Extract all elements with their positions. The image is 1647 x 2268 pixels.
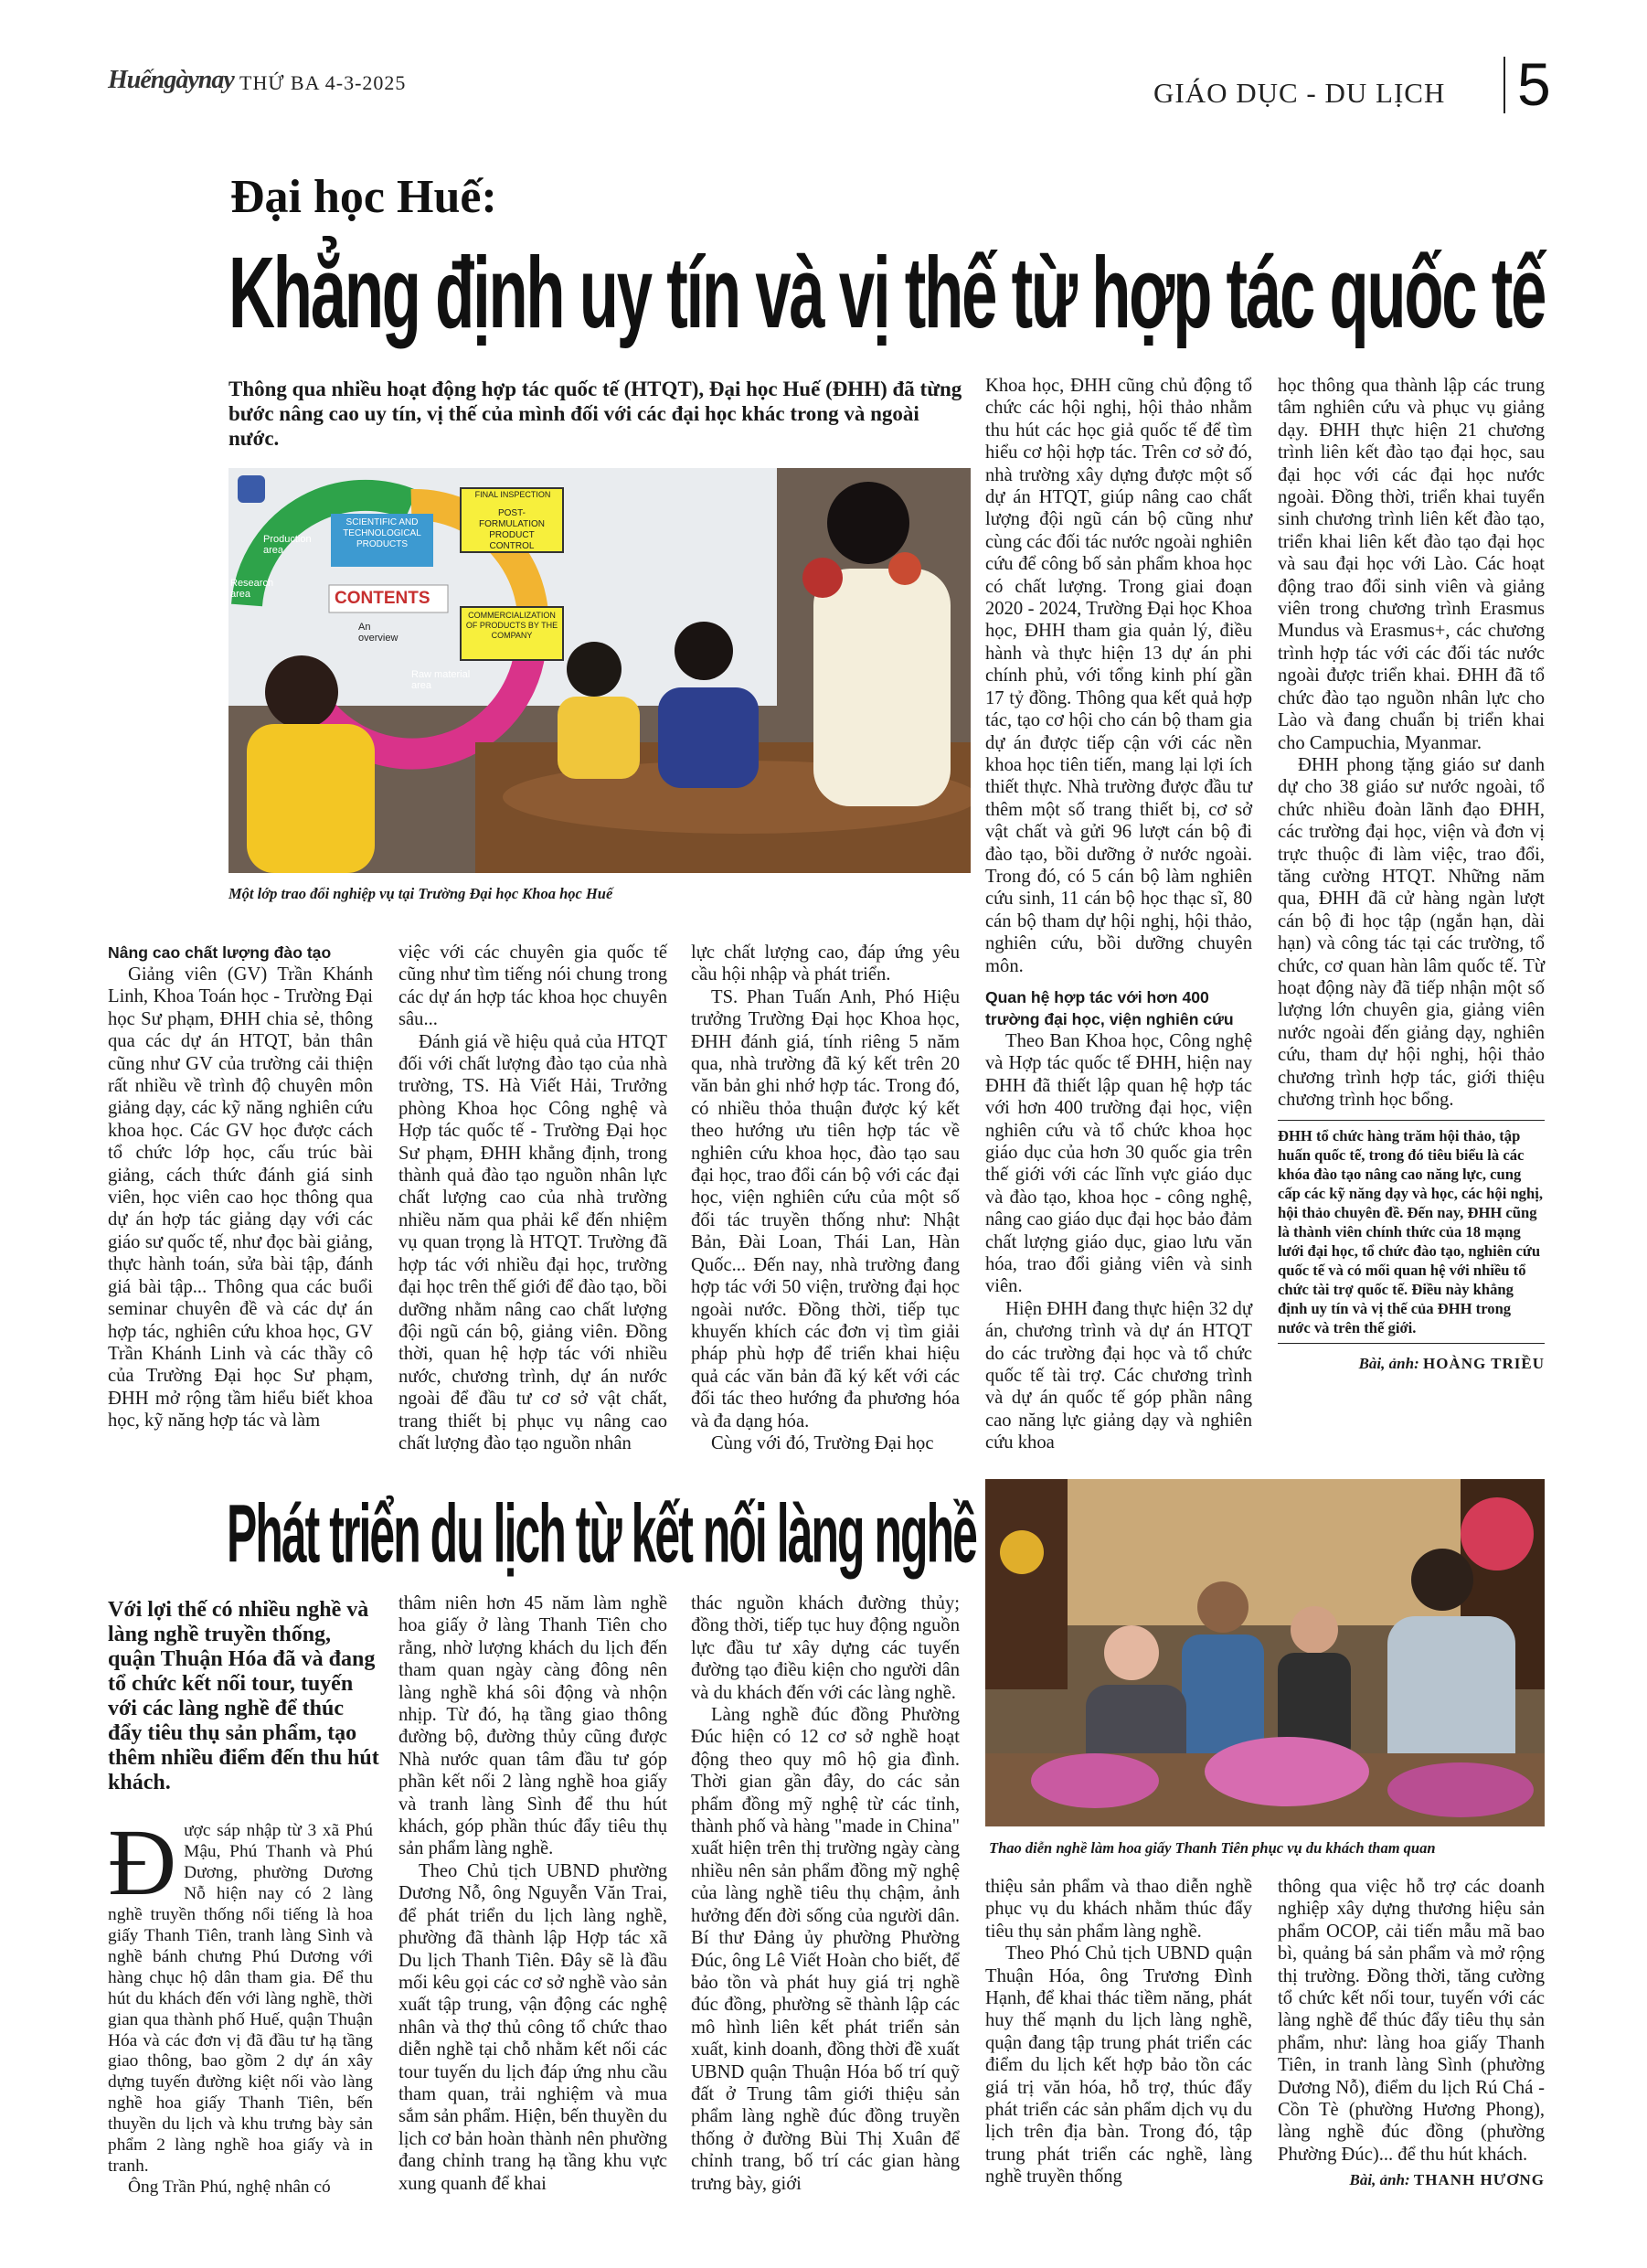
paper-flower-photo [985,1479,1545,1826]
article1-subhead2: Quan hệ hợp tác với hơn 400 trường đại học, viện nghiên cứu [985,987,1234,1028]
article2-col5 [1278,1876,1545,2214]
slide-label-research: Research area [230,578,274,600]
article1-sidebar-rule-top [1278,1120,1545,1121]
article2-byline [1278,2169,1545,2191]
article1-col3 [691,942,960,1453]
article1-kicker: Đại học Huế: [230,171,497,223]
article1-lede: Thông qua nhiều hoạt động hợp tác quốc tế (HTQT), Đại học Huế (ĐHH) đã từng bước nâng cao uy tín, vị thế của mình đối với các đại học khác trong và ngoài nước. [228,378,962,450]
article2-col4-p2: Theo Phó Chủ tịch UBND quận Thuận Hóa, ông Trương Đình Hạnh, để khai thác tiềm năng, phát huy thế mạnh du lịch làng nghề, quận đang tập trung phát triển các điểm du lịch kết hợp bảo tồn các giá trị văn hóa, hỗ trợ, thúc đẩy phát triển các sản phẩm dịch vụ du lịch trên địa bàn. Trong đó, tập trung phát triển các nghề, làng nghề truyền thống [985,1943,1252,2188]
slide-label-raw: Raw material area [411,669,471,691]
article1-photo-caption: Một lớp trao đổi nghiệp vụ tại Trường Đại học Khoa học Huế [228,885,613,902]
article2-byline-prefix: Bài, ảnh: [1349,2171,1410,2189]
article1-col3-p3: Cùng với đó, Trường Đại học [711,1432,934,1453]
slide-label-sci: SCIENTIFIC AND TECHNOLOGICAL PRODUCTS [343,517,421,549]
article2-col2 [398,1592,667,2214]
header-divider [1504,57,1505,113]
article2-col4-p1: thiệu sản phẩm và thao diễn nghề phục vụ du khách nhằm thúc đẩy tiêu thụ sản phẩm làng nghề. [985,1877,1252,1942]
article2-col1 [108,1810,373,2205]
article1-byline-name: HOÀNG TRIỀU [1422,1355,1545,1373]
article1-col3-p2: TS. Phan Tuấn Anh, Phó Hiệu trưởng Trường Đại học Khoa học, ĐHH đánh giá, tính riêng 5 năm qua, nhà trường đã ký kết trên 20 văn bản ghi nhớ hợp tác. Trong đó, có nhiều thỏa thuận được ký kết theo hướng ưu tiên hợp tác về nghiên cứu khoa học, đào tạo sau đại học, trao đổi cán bộ với các đại học, viện nghiên cứu của một số đối tác truyền thống như: Nhật Bản, Đài Loan, Thái Lan, Hàn Quốc... Đến nay, nhà trường đang hợp tác với 50 viện, trường đại học ngoài nước. Đồng thời, tiếp tục khuyến khích các đơn vị tìm giải pháp phù hợp để triển khai hiệu quả các văn bản đã ký kết với các đối tác theo hướng đa phương hóa và đa dạng hóa. [691,986,960,1432]
article2-col2-p2: Theo Chủ tịch UBND phường Dương Nỗ, ông Nguyễn Văn Trai, để phát triển du lịch làng nghề, phường đã thành lập Hợp tác xã Du lịch Thanh Tiên. Đây sẽ là đầu mối kêu gọi các cơ sở nghề vào sản xuất tập trung, vận động các nghệ nhân và thợ thủ công tổ chức thao diễn nghề tại chỗ nhằm kết nối các tour tuyến du lịch đáp ứng nhu cầu tham quan, trải nghiệm và mua sắm sản phẩm. Hiện, bến thuyền du lịch cơ bản hoàn thành nên phường đang chỉnh trang hạ tầng khu vực xung quanh để khai [398,1860,667,2194]
slide-label-post: POST-FORMULATION PRODUCT CONTROL [478,508,546,551]
masthead: Huếngàynay [108,66,234,94]
article2-dropcap: Đ [108,1810,177,1915]
section-name: GIÁO DỤC - DU LỊCH [1153,77,1446,109]
issue-date: THỨ BA 4-3-2025 [239,71,407,94]
article1-col5 [1278,375,1545,1453]
article1-col5-p1: học thông qua thành lập các trung tâm nghiên cứu và phục vụ giảng dạy. ĐHH thực hiện 21 chương trình liên kết đào tạo đại học, sau đại học với các đại học nước ngoài. Đồng thời, triển khai tuyển sinh chương trình liên kết đào tạo, triển khai liên kết đào tạo đại học và sau đại học với Lào. Các hoạt động trao đổi sinh viên và giảng viên trong chương trình Erasmus Mundus và Erasmus+, các chương trình hợp tác với các đối tác nước ngoài được triển khai. ĐHH đã tổ chức đào tạo nguồn nhân lực cho Lào và đang chuẩn bị triển khai cho Campuchia, Myanmar. [1278,376,1545,753]
article1-col4-p1: Khoa học, ĐHH cũng chủ động tổ chức các hội nghị, hội thảo nhằm thu hút các học giả quốc tế để tìm hiểu cơ hội hợp tác. Trên cơ sở đó, nhà trường xây dựng được một số dự án HTQT, giúp nâng cao chất lượng đội ngũ cán bộ cũng như cùng các đối tác nước ngoài nghiên cứu để công bố sản phẩm khoa học có chất lượng. Trong giai đoạn 2020 - 2024, Trường Đại học Khoa học, ĐHH tham gia quản lý, điều hành và thực hiện 13 dự án phi chính phủ, với tổng kinh phí gần 17 tỷ đồng. Thông qua kết quả hợp tác, tạo cơ hội cho cán bộ tham gia dự án được tiếp cận với các nền khoa học tiên tiến, mang lại lợi ích thiết thực. Nhà trường được đầu tư thêm một số trang thiết bị, cơ sở vật chất và gửi 96 lượt cán bộ đi đào tạo, bồi dưỡng ở nước ngoài. Trong đó, có 5 cán bộ làm nghiên cứu sinh, 11 cán bộ học thạc sĩ, 80 cán bộ tham dự hội nghị, hội thảo, nghiên cứu, bồi dưỡng chuyên môn. [985,376,1252,976]
article2-col1-p2: Ông Trần Phú, nghệ nhân có [128,2177,331,2198]
article2-col5-p1: thông qua việc hỗ trợ các doanh nghiệp xây dựng thương hiệu sản phẩm OCOP, cải tiến mẫu mã bao bì, quảng bá sản phẩm và mở rộng thị trường. Đồng thời, tăng cường tổ chức kết nối tour, tuyến với các làng nghề để thúc đẩy tiêu thụ sản phẩm, như: làng hoa giấy Thanh Tiên, in tranh làng Sình (phường Dương Nỗ), điểm du lịch Rú Chá - Cồn Tè (phường Hương Phong), làng nghề đúc đồng (phường Phường Đúc)... để thu hút khách. [1278,1877,1545,2165]
article2-col1-p1-wrap [108,1810,373,2177]
paper-flower-photo-art [985,1479,1545,1826]
article2-lede: Với lợi thế có nhiều nghề và làng nghề truyền thống, quận Thuận Hóa đã và đang tổ chức kết nối tour, tuyến với các làng nghề để thúc đẩy tiêu thụ sản phẩm, tạo thêm nhiều điểm đến thu hút khách. [108,1598,379,1794]
article1-sidebar-rule-bottom [1278,1343,1545,1344]
article1-col2-p2: Đánh giá về hiệu quả của HTQT đối với chất lượng đào tạo của nhà trường, TS. Hà Viết Hải, Trưởng phòng Khoa học Công nghệ và Hợp tác quốc tế - Trường Đại học Sư phạm, ĐHH khẳng định, trong thành quả đào tạo nguồn nhân lực chất lượng cao của nhà trường nhiều năm qua phải kể đến nhiệm vụ quan trọng là HTQT. Trường đã hợp tác với nhiều đại học, trường đại học trên thế giới để đào tạo, bồi dưỡng nhằm nâng cao chất lượng đội ngũ cán bộ, giảng viên. Đồng thời, quan hệ hợp tác với nhiều nước, chương trình, dự án nước ngoài để đầu tư cơ sở vật chất, trang thiết bị phục vụ nâng cao chất lượng đào tạo nguồn nhân [398,1031,667,1453]
article1-headline: Khẳng định uy tín và vị thế từ hợp tác quốc tế [228,237,1546,350]
article2-headline: Phát triển du lịch từ kết nối làng nghề [227,1486,976,1580]
article2-col3 [691,1592,960,2214]
article1-col1 [108,942,373,1453]
slide-label-final: FINAL INSPECTION [474,490,551,499]
article1-col2-p1: việc với các chuyên gia quốc tế cũng như tìm tiếng nói chung trong các dự án hợp tác khoa học chuyên sâu... [398,942,667,1030]
article1-subhead1: Nâng cao chất lượng đào tạo [108,943,332,962]
slide-label-contents: CONTENTS [335,589,430,608]
article1-col3-p1: lực chất lượng cao, đáp ứng yêu cầu hội nhập và phát triển. [691,942,960,985]
article2-col1-p1: ược sáp nhập từ 3 xã Phú Mậu, Phú Thanh và Phú Dương, phường Dương Nỗ hiện nay có 2 làng nghề truyền thống nổi tiếng là hoa giấy Thanh Tiên, tranh làng Sình và nghề bánh chưng Phú Dương với hàng chục hộ dân tham gia. Để thu hút du khách đến với làng nghề, thời gian qua thành phố Huế, quận Thuận Hóa và các đơn vị đã đầu tư hạ tầng giao thông, bao gồm 2 dự án xây dựng tuyến đường kiệt nối vào làng nghề hoa giấy Thanh Tiên, bến thuyền du lịch và khu trưng bày sản phẩm 2 làng nghề hoa giấy và in tranh. [108,1821,373,2177]
article1-col1-p1: Giảng viên (GV) Trần Khánh Linh, Khoa Toán học - Trường Đại học Sư phạm, ĐHH chia sẻ, thông qua các dự án HTQT, bản thân cũng như GV của trường cải thiện rất nhiều về trình độ chuyên môn giảng dạy, các kỹ năng nghiên cứu khoa học. Các GV học được cách tổ chức lớp học, cấu trúc bài giảng, cách thức đánh giá sinh viên, học viên cao học thông qua dự án hợp tác giảng dạy với các giáo sư quốc tế, như đọc bài giảng, thực hành toán, sửa bài tập, đánh giá bài tập... Thông qua các buổi seminar chuyên đề và các dự án hợp tác, nghiên cứu khoa học, GV Trần Khánh Linh và các thầy cô của Trường Đại học Sư phạm, ĐHH mở rộng tầm hiểu biết khoa học, kỹ năng hợp tác và làm [108,964,373,1432]
article2-col3-p1: thác nguồn khách đường thủy; đồng thời, tiếp tục huy động nguồn lực đầu tư xây dựng các tuyến đường tạo điều kiện cho người dân và du khách đến với các làng nghề. [691,1593,960,1703]
article1-col4-p3: Hiện ĐHH đang thực hiện 32 dự án, chương trình và dự án HTQT do các trường đại học và tổ chức quốc tế tài trợ. Các chương trình và dự án quốc tế góp phần nâng cao năng lực giảng dạy và nghiên cứu khoa [985,1298,1252,1453]
article1-sidebar-note: ĐHH tổ chức hàng trăm hội thảo, tập huấn quốc tế, trong đó tiêu biểu là các khóa đào tạo nâng cao năng lực, cung cấp các kỹ năng dạy và học, các hội nghị, hội thảo chuyên đề. Đến nay, ĐHH cũng là thành viên chính thức của 18 mạng lưới đại học, tổ chức đào tạo, nghiên cứu quốc tế và có mối quan hệ với nhiều tổ chức tài trợ quốc tế. Điều này khẳng định uy tín và vị thế của ĐHH trong nước và trên thế giới. [1278,1127,1543,1337]
article2-col4 [985,1876,1252,2214]
article1-col4 [985,375,1252,1453]
article1-byline-prefix: Bài, ảnh: [1358,1355,1419,1373]
article1-col5-p2: ĐHH phong tặng giáo sư danh dự cho 38 giáo sư nước ngoài, tổ chức nhiều đoàn lãnh đạo ĐHH, các trường đại học, viện và đơn vị trực thuộc đi làm việc, trao đổi, tăng cường HTQT. Những năm qua, ĐHH đã cử hàng ngàn lượt cán bộ đi học tập (ngắn hạn, dài hạn) và công tác tại các trường, tổ chức, cơ quan hàn lâm quốc tế. Từ hoạt động này đã tiếp nhận một số lượng lớn chuyên gia, giảng viên nước ngoài đến giảng dạy, nghiên cứu, tham dự hội nghị, hội thảo chương trình hợp tác, giới thiệu chương trình học bổng. [1278,754,1545,1110]
article1-col4-p2: Theo Ban Khoa học, Công nghệ và Hợp tác quốc tế ĐHH, hiện nay ĐHH đã thiết lập quan hệ hợp tác với hơn 400 trường đại học, viện nghiên cứu và tổ chức khoa học giáo dục của hơn 30 quốc gia trên thế giới với các lĩnh vực giáo dục và đào tạo, khoa học - công nghệ, nâng cao giáo dục đại học bảo đảm chất lượng giáo dục, giao lưu văn hóa, trao đổi giảng viên và sinh viên. [985,1030,1252,1297]
article2-photo-caption: Thao diễn nghề làm hoa giấy Thanh Tiên phục vụ du khách tham quan [989,1839,1436,1857]
classroom-photo [228,468,971,873]
article2-col3-p2: Làng nghề đúc đồng Phường Đúc hiện có 12 cơ sở nghề hoạt động theo quy mô hộ gia đình. Thời gian gần đây, do các sản phẩm đồng mỹ nghệ từ các tỉnh, thành phố và hàng "made in China" xuất hiện trên thị trường ngày càng nhiều nên sản phẩm đồng mỹ nghệ của làng nghề tiêu thụ chậm, ảnh hưởng đến đời sống của người dân. Bí thư Đảng ủy phường Phường Đúc, ông Lê Viết Hoàn cho biết, để bảo tồn và phát huy giá trị nghề đúc đồng, phường sẽ thành lập các mô hình liên kết phát triển sản xuất, kinh doanh, đồng thời đề xuất UBND quận Thuận Hóa bố trí quỹ đất ở Trung tâm giới thiệu sản phẩm làng nghề đúc đồng truyền thống ở đường Bùi Thị Xuân để chỉnh trang, bố trí các gian hàng trưng bày, giới [691,1705,960,2194]
slide-label-overview: An overview [358,622,398,644]
slide-label-comm: COMMERCIALIZATION OF PRODUCTS BY THE COMPANY [465,611,558,640]
slide-label-production: Production area [263,534,312,556]
article2-col2-p1: thâm niên hơn 45 năm làm nghề hoa giấy ở làng Thanh Tiên cho rằng, nhờ lượng khách du lịch đến tham quan ngày càng đông nên làng nghề khá sôi động và nhộn nhịp. Từ đó, hạ tầng giao thông đường bộ, đường thủy cũng được Nhà nước quan tâm đầu tư góp phần kết nối 2 làng nghề hoa giấy và tranh làng Sình để thu hút khách, góp phần thúc đẩy tiêu thụ sản phẩm làng nghề. [398,1593,667,1859]
article1-col2 [398,942,667,1453]
page-number: 5 [1517,50,1551,118]
article1-byline [1278,1353,1545,1375]
article2-byline-name: THANH HƯƠNG [1413,2171,1545,2189]
